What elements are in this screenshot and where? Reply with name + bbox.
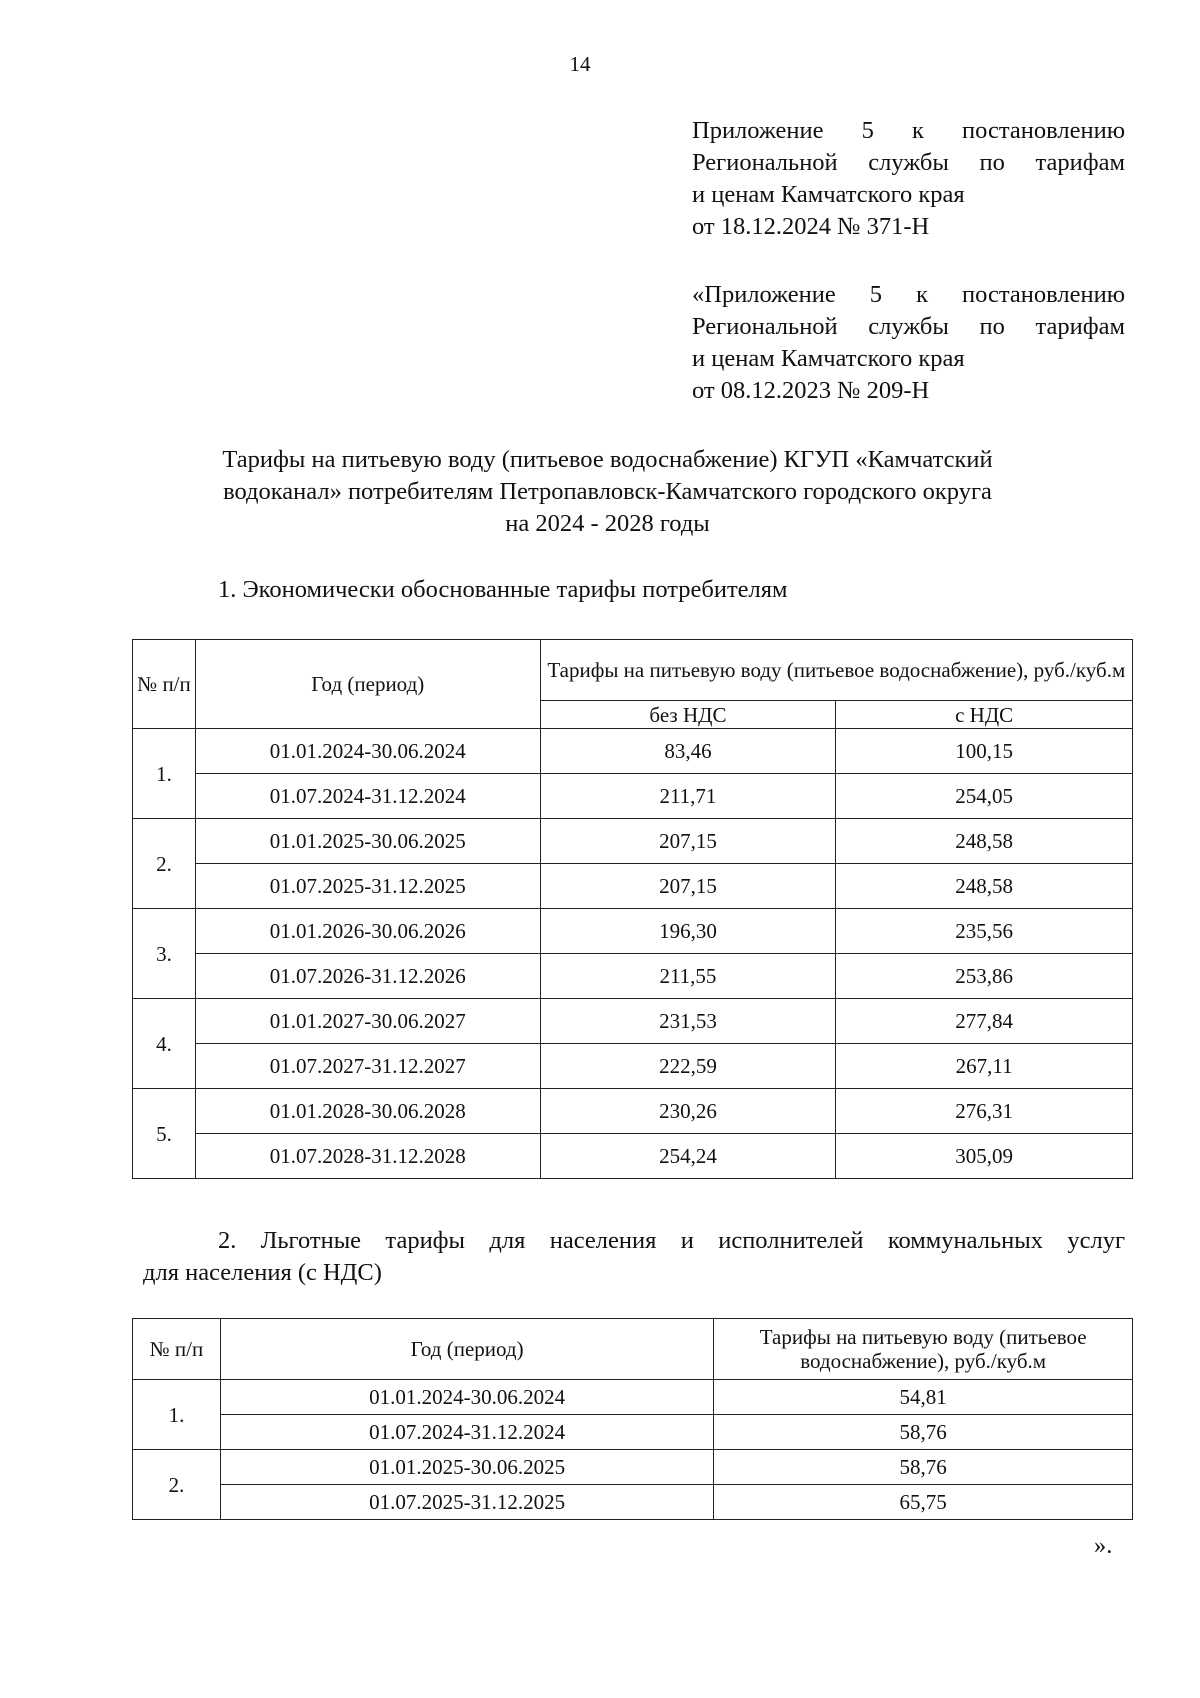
- period-cell: 01.07.2024-31.12.2024: [195, 774, 540, 819]
- period-cell: 01.01.2024-30.06.2024: [220, 1380, 713, 1415]
- tariff-with-vat-cell: 267,11: [836, 1044, 1133, 1089]
- table-row: [133, 819, 1133, 864]
- tariff-with-vat-cell: 248,58: [836, 819, 1133, 864]
- table-row: [133, 1450, 1133, 1485]
- tariff-no-vat-cell: 222,59: [540, 1044, 836, 1089]
- table-row: [133, 1044, 1133, 1089]
- tariff-no-vat-cell: 230,26: [540, 1089, 836, 1134]
- appendix-line: от 18.12.2024 № 371-Н: [692, 213, 930, 240]
- appendix-line: и ценам Камчатского края: [692, 181, 965, 208]
- tariff-no-vat-cell: 196,30: [540, 909, 836, 954]
- appendix-line: Региональной службы по тарифам: [692, 313, 1125, 340]
- table-row: [133, 1380, 1133, 1415]
- header-tariff: Тарифы на питьевую воду (питьевое водоснабжение), руб./куб.м: [540, 640, 1132, 701]
- header-period: Год (период): [195, 640, 540, 729]
- tariff-with-vat-cell: 248,58: [836, 864, 1133, 909]
- title-line: водоканал» потребителям Петропавловск-Камчатского городского округа: [223, 478, 992, 505]
- tariff-with-vat-cell: 277,84: [836, 999, 1133, 1044]
- appendix-reference-current: [692, 115, 1125, 243]
- header-no-vat: без НДС: [540, 701, 836, 729]
- row-number-cell: 2.: [133, 819, 196, 909]
- closing-quote-mark: ».: [1094, 1532, 1113, 1559]
- period-cell: 01.01.2026-30.06.2026: [195, 909, 540, 954]
- period-cell: 01.01.2024-30.06.2024: [195, 729, 540, 774]
- section2-heading: [143, 1225, 1125, 1289]
- period-cell: 01.01.2028-30.06.2028: [195, 1089, 540, 1134]
- table-row: [133, 864, 1133, 909]
- table-row: [133, 1415, 1133, 1450]
- tariff-no-vat-cell: 254,24: [540, 1134, 836, 1179]
- section2-heading-line: 2. Льготные тарифы для населения и исполнителей коммунальных услуг: [218, 1227, 1125, 1254]
- period-cell: 01.01.2025-30.06.2025: [195, 819, 540, 864]
- row-number-cell: 1.: [133, 729, 196, 819]
- section2-heading-line: для населения (с НДС): [143, 1259, 382, 1286]
- tariff-with-vat-cell: 276,31: [836, 1089, 1133, 1134]
- header-period: Год (период): [220, 1319, 713, 1380]
- economic-tariffs-table: [132, 639, 1133, 1179]
- table-row: [133, 909, 1133, 954]
- table-row: [133, 954, 1133, 999]
- tariff-no-vat-cell: 207,15: [540, 864, 836, 909]
- title-line: на 2024 - 2028 годы: [505, 510, 710, 537]
- header-tariff: Тарифы на питьевую воду (питьевое водоснабжение), руб./куб.м: [714, 1319, 1133, 1380]
- tariff-no-vat-cell: 211,71: [540, 774, 836, 819]
- preferential-tariffs-table: [132, 1318, 1133, 1520]
- table-row: [133, 1134, 1133, 1179]
- row-number-cell: 2.: [133, 1450, 221, 1520]
- document-title: [130, 444, 1085, 540]
- row-number-cell: 4.: [133, 999, 196, 1089]
- appendix-line: от 08.12.2023 № 209-Н: [692, 377, 930, 404]
- period-cell: 01.01.2025-30.06.2025: [220, 1450, 713, 1485]
- period-cell: 01.07.2025-31.12.2025: [220, 1485, 713, 1520]
- period-cell: 01.07.2025-31.12.2025: [195, 864, 540, 909]
- appendix-line: «Приложение 5 к постановлению: [692, 281, 1125, 308]
- title-line: Тарифы на питьевую воду (питьевое водоснабжение) КГУП «Камчатский: [222, 446, 993, 473]
- tariff-cell: 58,76: [714, 1450, 1133, 1485]
- appendix-line: Приложение 5 к постановлению: [692, 117, 1125, 144]
- tariff-cell: 65,75: [714, 1485, 1133, 1520]
- period-cell: 01.01.2027-30.06.2027: [195, 999, 540, 1044]
- tariff-no-vat-cell: 231,53: [540, 999, 836, 1044]
- tariff-no-vat-cell: 207,15: [540, 819, 836, 864]
- table-row: [133, 999, 1133, 1044]
- tariff-no-vat-cell: 83,46: [540, 729, 836, 774]
- row-number-cell: 3.: [133, 909, 196, 999]
- tariff-with-vat-cell: 235,56: [836, 909, 1133, 954]
- table-row: [133, 729, 1133, 774]
- period-cell: 01.07.2028-31.12.2028: [195, 1134, 540, 1179]
- appendix-reference-previous: [692, 279, 1125, 407]
- period-cell: 01.07.2024-31.12.2024: [220, 1415, 713, 1450]
- table-row: [133, 774, 1133, 819]
- period-cell: 01.07.2027-31.12.2027: [195, 1044, 540, 1089]
- table-row: [133, 1485, 1133, 1520]
- header-row-number: № п/п: [133, 1319, 221, 1380]
- tariff-cell: 58,76: [714, 1415, 1133, 1450]
- page-number: 14: [569, 52, 591, 76]
- tariff-with-vat-cell: 100,15: [836, 729, 1133, 774]
- tariff-with-vat-cell: 254,05: [836, 774, 1133, 819]
- header-with-vat: с НДС: [836, 701, 1133, 729]
- tariff-with-vat-cell: 305,09: [836, 1134, 1133, 1179]
- appendix-line: и ценам Камчатского края: [692, 345, 965, 372]
- tariff-with-vat-cell: 253,86: [836, 954, 1133, 999]
- row-number-cell: 5.: [133, 1089, 196, 1179]
- period-cell: 01.07.2026-31.12.2026: [195, 954, 540, 999]
- table-row: [133, 1089, 1133, 1134]
- row-number-cell: 1.: [133, 1380, 221, 1450]
- tariff-cell: 54,81: [714, 1380, 1133, 1415]
- appendix-line: Региональной службы по тарифам: [692, 149, 1125, 176]
- header-row-number: № п/п: [133, 640, 196, 729]
- section1-heading: 1. Экономически обоснованные тарифы потребителям: [218, 576, 788, 603]
- tariff-no-vat-cell: 211,55: [540, 954, 836, 999]
